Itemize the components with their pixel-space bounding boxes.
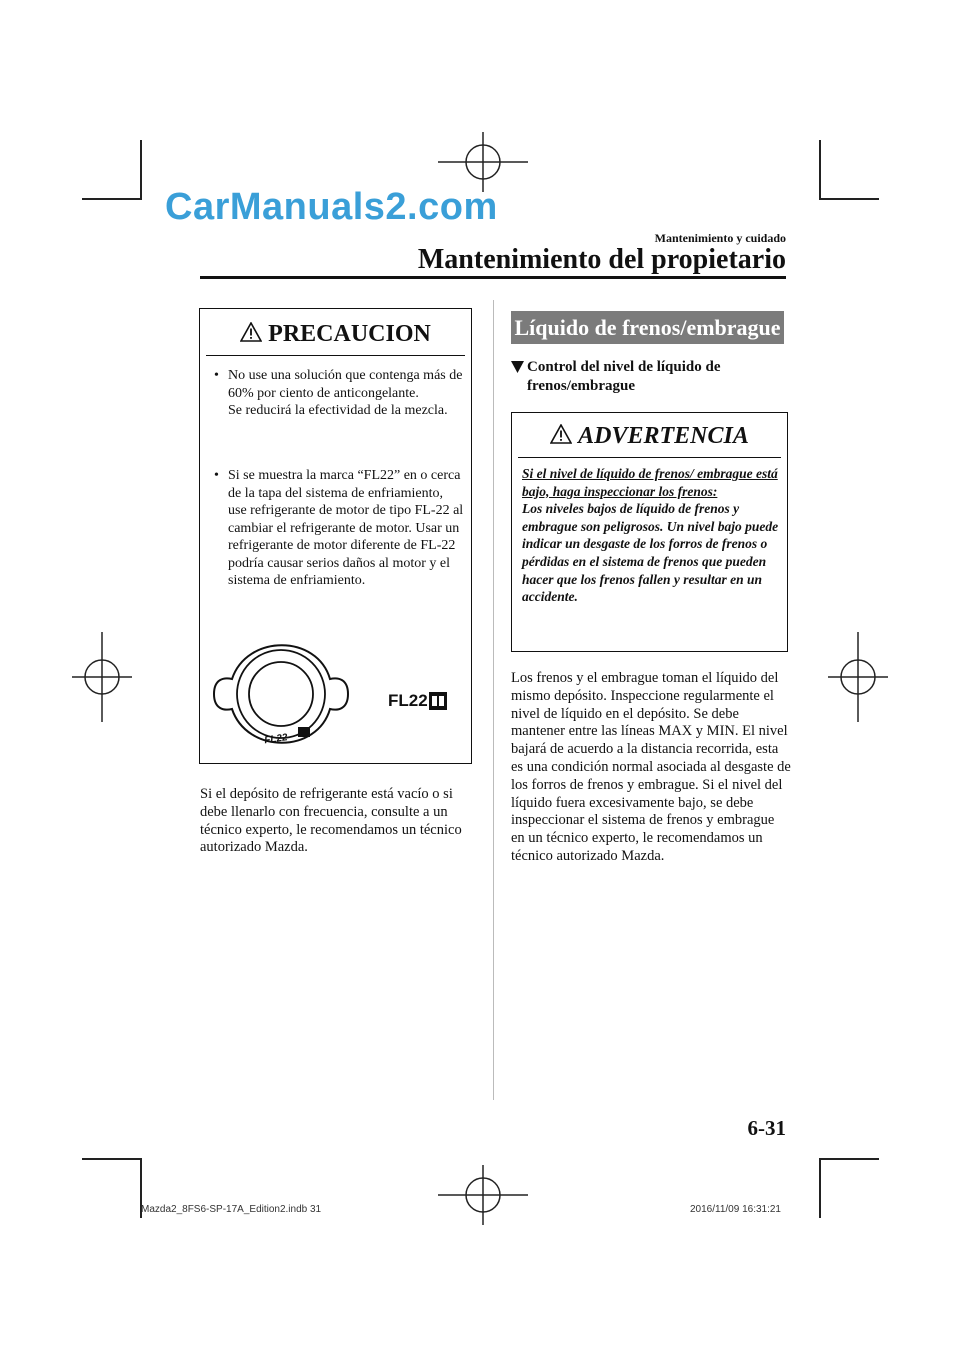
registration-target-icon [438, 132, 528, 192]
column-divider [493, 300, 494, 1100]
manual-book-icon [429, 692, 447, 710]
warning-separator [518, 457, 781, 458]
fl22-badge [388, 691, 447, 711]
triangle-marker-icon [511, 361, 524, 373]
cap-ring-text: FL22 [263, 732, 289, 747]
caution-title-row [200, 321, 471, 348]
footer-timestamp: 2016/11/09 16:31:21 [689, 1204, 781, 1215]
fl22-label: FL22 [388, 691, 428, 710]
caution-bullet [214, 467, 464, 590]
crop-mark [819, 1158, 821, 1218]
print-footer [141, 1204, 781, 1215]
crop-mark [819, 1158, 879, 1160]
radiator-cap-illustration [212, 639, 352, 749]
crop-mark [82, 198, 142, 200]
caution-bullet-note: Se reducirá la efectividad de la mezcla. [228, 403, 448, 418]
caution-title: PRECAUCION [268, 321, 431, 347]
brake-fluid-paragraph: Los frenos y el embrague toman el líquido del mismo depósito. Inspeccione regularmente el nivel de líquido en el depósito. Se debe mantener entre las líneas MAX y MIN. El nivel bajará de acuerdo a la distancia recorrida, esta es una condición normal asociada al desgaste de los forros de frenos y embrague. Si el nivel del líquido fuera excesivamente bajo, se debe inspeccionar el sistema de frenos y embrague en un técnico experto, le recomendamos un técnico autorizado Mazda. [511, 670, 791, 864]
caution-bullet [214, 367, 464, 420]
caution-bullet-text: No use una solución que contenga más de 60% por ciento de anticongelante. [228, 368, 463, 401]
crop-mark [140, 140, 142, 200]
caution-separator [206, 355, 465, 356]
footer-file: Mazda2_8FS6-SP-17A_Edition2.indb 31 [141, 1204, 322, 1215]
warning-title: ADVERTENCIA [578, 423, 749, 449]
section-small-header: Mantenimiento y cuidado [654, 231, 786, 245]
caution-bullet-text: Si se muestra la marca “FL22” en o cerca de la tapa del sistema de enfriamiento, use refrigerante de motor de tipo FL-22 al cambiar el refrigerante de motor. Usar un refrigerante de motor diferente de FL-22 podría causar serios daños al motor y el sistema de enfriamiento. [228, 468, 464, 588]
warning-text: Los niveles bajos de líquido de frenos y embrague son peligrosos. Un nivel bajo puede indicar un desgaste de los forros de frenos o pérdidas en el sistema de frenos que pueden hacer que los frenos fallen y resultar en un accidente. [522, 501, 779, 605]
section-header: Mantenimiento del propietario [417, 244, 786, 275]
subheading [511, 358, 784, 396]
registration-target-icon [438, 1165, 528, 1225]
section-title-bar: Líquido de frenos/embrague [511, 311, 784, 344]
registration-target-icon [828, 632, 888, 722]
caution-box [199, 308, 472, 764]
warning-triangle-icon [550, 424, 572, 444]
bullet-dot: • [214, 368, 219, 383]
registration-target-icon [72, 632, 132, 722]
warning-lead: Si el nivel de líquido de frenos/ embrague está bajo, haga inspeccionar los frenos: [522, 466, 778, 499]
warning-box [511, 412, 788, 652]
warning-title-row [512, 423, 787, 450]
subheading-text: Control del nivel de líquido de frenos/embrague [527, 359, 721, 394]
page-number: 6-31 [747, 1116, 786, 1140]
warning-triangle-icon [240, 322, 262, 342]
coolant-paragraph: Si el depósito de refrigerante está vacío o si debe llenarlo con frecuencia, consulte a un técnico experto, le recomendamos un técnico autorizado Mazda. [200, 786, 462, 856]
crop-mark [819, 198, 879, 200]
warning-body [522, 465, 784, 606]
header-rule [200, 276, 786, 279]
crop-mark [819, 140, 821, 200]
watermark-logo: CarManuals2.com [165, 186, 498, 228]
bullet-dot: • [214, 468, 219, 483]
crop-mark [82, 1158, 142, 1160]
